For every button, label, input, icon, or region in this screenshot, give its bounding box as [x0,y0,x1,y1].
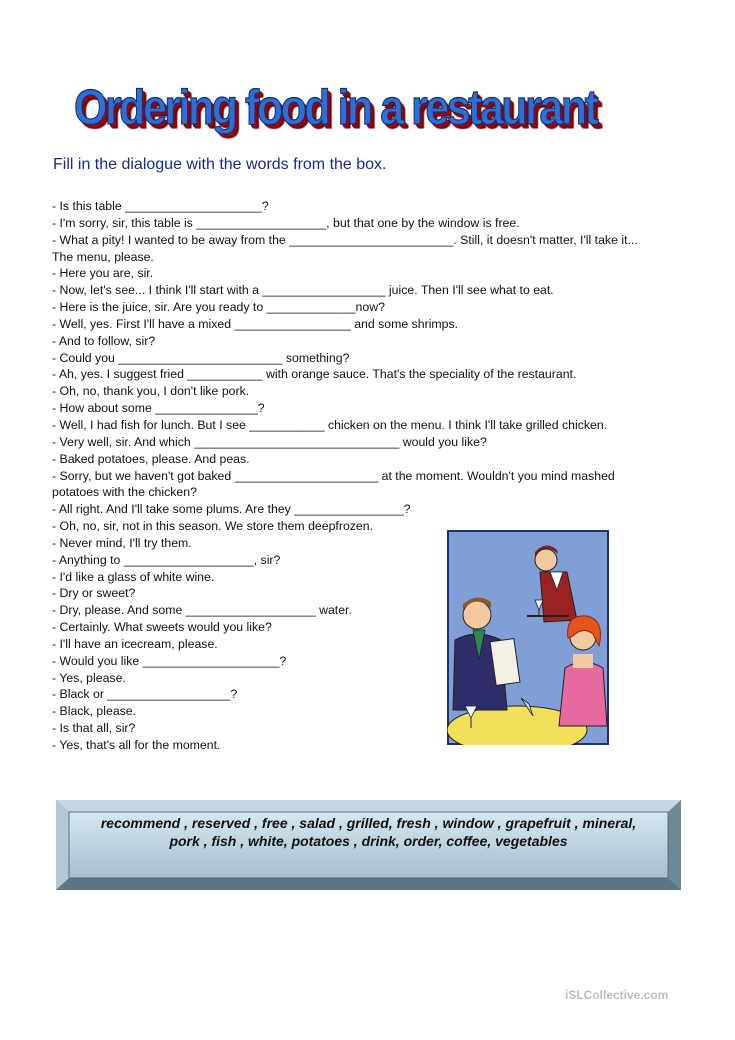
dialogue-line: - Certainly. What sweets would you like? [52,620,272,635]
dialogue-line: - Ah, yes. I suggest fried ___________ with orange sauce. That's the speciality of the restaurant. [52,367,577,382]
dialogue-line: - Well, I had fish for lunch. But I see ___________ chicken on the menu. I think I'll take grilled chicken. [52,417,608,432]
word-list-line: recommend , reserved , free , salad , grilled, fresh , window , grapefruit , mineral, [100,815,637,831]
word-list-line: pork , fish , white, potatoes , drink, order, coffee, vegetables [169,832,568,849]
dialogue-line: - Sorry, but we haven't got baked _____________________ at the moment. Wouldn't you mind mashed potatoes with the chicken? [52,468,615,500]
dialogue-line: - Now, let's see... I think I'll start with a __________________ juice. Then I'll see what to eat. [52,283,554,298]
dialogue-line: - Well, yes. First I'll have a mixed _________________ and some shrimps. [52,316,459,331]
worksheet-title: Ordering food in a restaurant [74,80,597,136]
dialogue-line: - Here you are, sir. [52,266,154,281]
dialogue-line: - I'll have an icecream, please. [52,636,218,651]
dialogue-line: - Dry or sweet? [52,586,136,601]
dialogue-line: - Yes, please. [52,670,126,685]
dialogue-line: - Would you like ____________________? [52,653,287,668]
dialogue-line: - Black, please. [52,704,137,719]
dialogue-line: - Could you ________________________ something? [52,350,350,365]
dialogue-line: - Oh, no, sir, not in this season. We store them deepfrozen. [52,519,374,534]
dialogue-line: - I'm sorry, sir, this table is ___________________, but that one by the window is free. [52,215,520,230]
dialogue-line: - Here is the juice, sir. Are you ready to _____________now? [52,300,385,315]
restaurant-illustration [447,530,609,745]
dialogue-line: - Never mind, I'll try them. [52,535,192,550]
dialogue-line: - Is that all, sir? [52,721,136,736]
dialogue-line: - All right. And I'll take some plums. Are they ________________? [52,502,411,517]
dialogue-line: - Dry, please. And some ___________________ water. [52,603,352,618]
dialogue-line: - What a pity! I wanted to be away from the ________________________. Still, it doesn't matter, I'll take it... The menu, please. [52,232,638,264]
dialogue-line: - How about some _______________? [52,401,265,416]
dialogue-line: - Baked potatoes, please. And peas. [52,451,250,466]
dialogue-line: - Yes, that's all for the moment. [52,738,221,752]
word-box [56,800,681,890]
dialogue-line: - Is this table ____________________? [52,199,269,213]
instruction-text: Fill in the dialogue with the words from the box. [53,156,387,173]
dialogue-line: - Black or __________________? [52,687,238,702]
dialogue-line: - Anything to ___________________, sir? [52,552,281,567]
word-list [76,815,661,850]
dialogue-line: - Oh, no, thank you, I don't like pork. [52,384,250,399]
site-watermark: iSLCollective.com [565,988,669,1002]
dialogue-line: - I'd like a glass of white wine. [52,569,215,584]
dialogue-line: - Very well, sir. And which ______________________________ would you like? [52,434,487,449]
dialogue-line: - And to follow, sir? [52,333,156,348]
